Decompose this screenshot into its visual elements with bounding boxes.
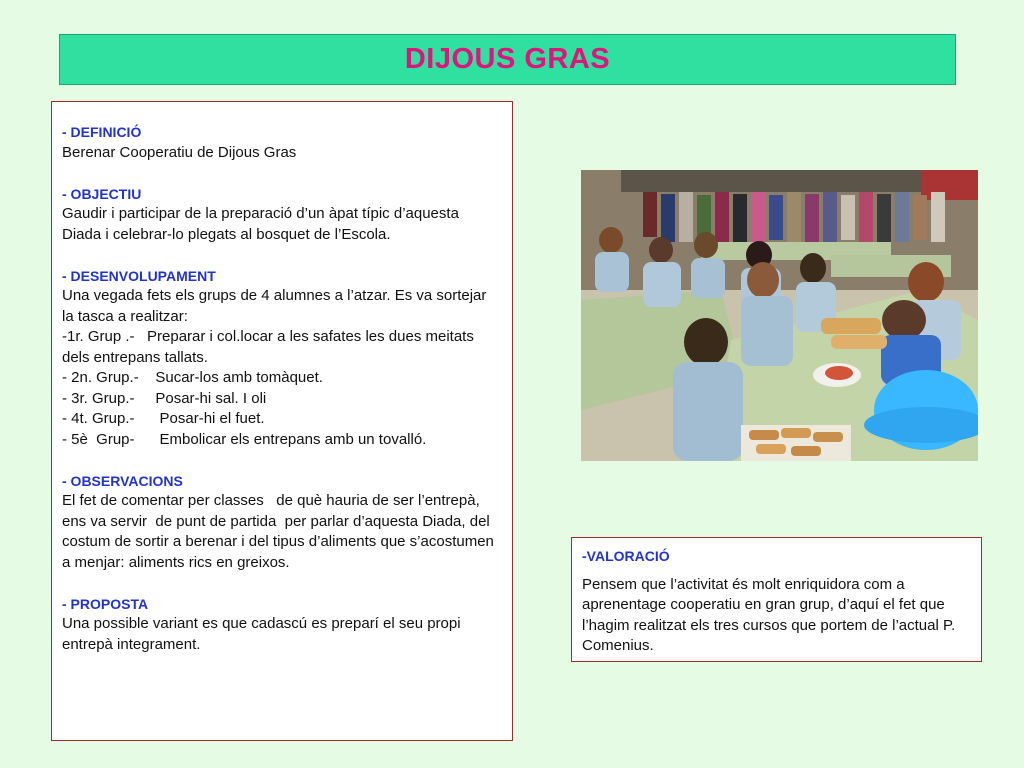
section-objectiu	[62, 184, 502, 246]
section-heading: - OBSERVACIONS	[62, 472, 183, 489]
section-text: Berenar Cooperatiu de Dijous Gras	[62, 143, 297, 161]
section-definicio	[62, 122, 502, 163]
section-heading: - OBJECTIU	[62, 185, 142, 202]
page-title: DIJOUS GRAS	[404, 43, 611, 75]
section-proposta	[62, 594, 502, 656]
valoracio-text: Pensem que l’activitat és molt enriquidora com a aprenentage cooperatiu en gran grup, d’aquí el fet que l’hagim realitzat els tres cursos que portem de l’actual P. Comenius.	[582, 575, 956, 654]
section-observacions	[62, 471, 502, 574]
section-text: El fet de comentar per classes de què hauria de ser l’entrepà, ens va servir de punt de partida per parlar d’aquesta Diada, del costum de sortir a berenar i del tipus d’aliments que s’acostumen a menjar: aliments rics en greixos.	[62, 492, 499, 571]
valoracio-heading: -VALORACIÓ	[582, 548, 670, 564]
section-desenvolupament	[62, 266, 502, 451]
section-heading: - DEFINICIÓ	[62, 124, 142, 140]
coats	[643, 192, 945, 242]
section-heading: - PROPOSTA	[62, 595, 149, 612]
title-bar	[59, 34, 956, 85]
content-box	[51, 101, 513, 741]
section-text: Una possible variant es que cadascú es preparí el seu propi entrepà integrament.	[62, 615, 465, 653]
section-text: Gaudir i participar de la preparació d’un àpat típic d’aquesta Diada i celebrar-lo plegats al bosquet de l’Escola.	[62, 205, 464, 243]
section-heading: - DESENVOLUPAMENT	[62, 267, 216, 284]
wall-board	[621, 170, 921, 192]
wall-poster	[921, 170, 978, 200]
classroom-photo	[581, 170, 978, 461]
section-text: Una vegada fets els grups de 4 alumnes a l’atzar. Es va sortejar la tasca a realitzar: -1r. Grup .- Preparar i col.locar a les safates les dues meitats dels entrepans tallats. - 2n. Grup.- Sucar-los amb tomàquet. - 3r. Grup.- Posar-hi sal. I oli - 4t. Grup.- Posar-hi el fuet. - 5è Grup- Embolicar els entrepans amb un tovalló.	[62, 287, 487, 448]
valoracio-box	[571, 537, 982, 662]
